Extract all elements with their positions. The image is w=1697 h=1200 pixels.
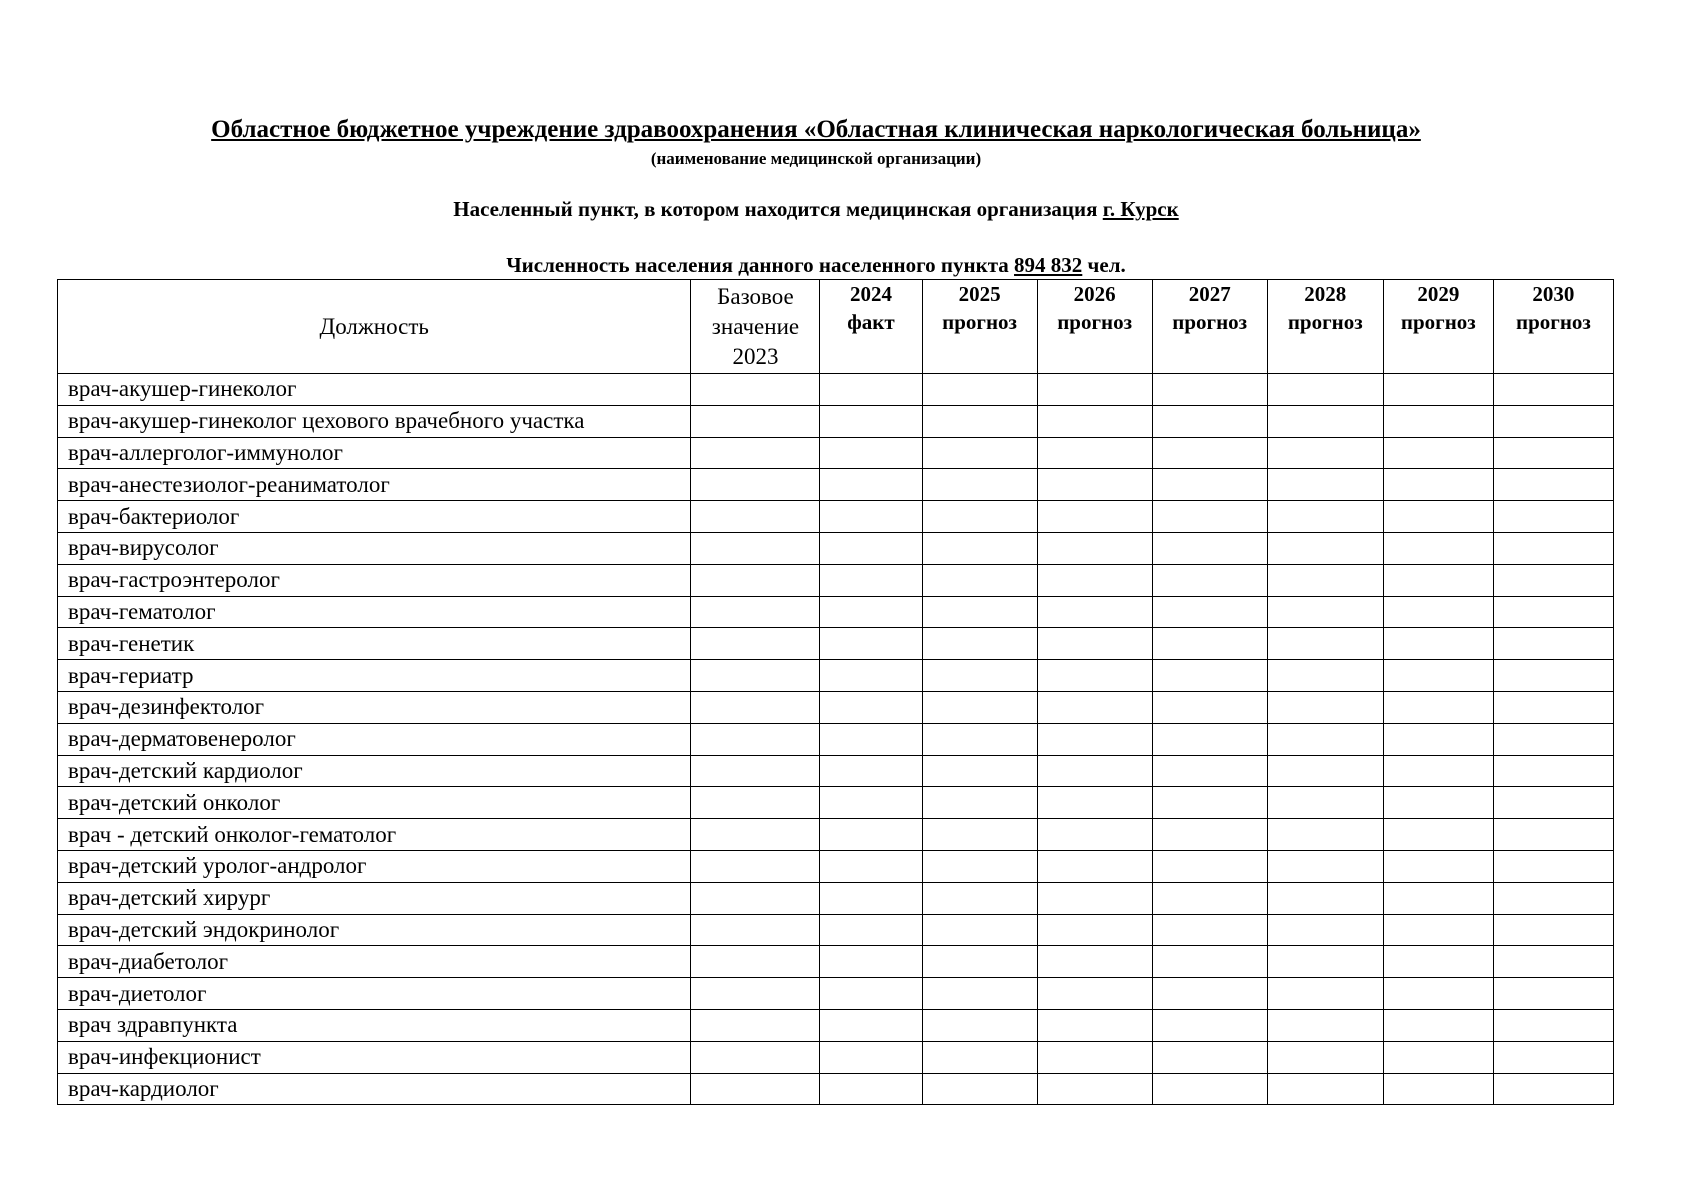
value-cell[interactable] (1152, 691, 1267, 723)
value-cell[interactable] (922, 882, 1037, 914)
value-cell[interactable] (820, 755, 922, 787)
value-cell[interactable] (1152, 1041, 1267, 1073)
value-cell[interactable] (1037, 946, 1152, 978)
value-cell[interactable] (1383, 437, 1493, 469)
value-cell[interactable] (1383, 564, 1493, 596)
value-cell[interactable] (1493, 914, 1613, 946)
value-cell[interactable] (691, 469, 820, 501)
value-cell[interactable] (1037, 532, 1152, 564)
locality-label: Населенный пункт, в котором находится медицинская организация (453, 197, 1098, 221)
value-cell[interactable] (1383, 532, 1493, 564)
position-name-cell: врач-акушер-гинеколог цехового врачебного участка (58, 405, 691, 437)
column-header-line: Базовое (717, 284, 794, 309)
value-cell[interactable] (1383, 850, 1493, 882)
value-cell[interactable] (1493, 882, 1613, 914)
value-cell[interactable] (1037, 660, 1152, 692)
value-cell[interactable] (1383, 1041, 1493, 1073)
value-cell[interactable] (1152, 946, 1267, 978)
locality-line (0, 196, 1632, 222)
value-cell[interactable] (1383, 819, 1493, 851)
table-row (58, 405, 1614, 437)
value-cell[interactable] (1037, 882, 1152, 914)
value-cell[interactable] (1493, 405, 1613, 437)
value-cell[interactable] (1037, 850, 1152, 882)
position-name-cell: врач-диетолог (58, 978, 691, 1010)
value-cell[interactable] (820, 691, 922, 723)
value-cell[interactable] (1493, 691, 1613, 723)
value-cell[interactable] (820, 660, 922, 692)
column-header-line: 2023 (732, 344, 779, 369)
value-cell[interactable] (922, 1009, 1037, 1041)
value-cell[interactable] (1267, 946, 1383, 978)
value-cell[interactable] (1267, 437, 1383, 469)
value-cell[interactable] (1037, 691, 1152, 723)
column-header-year: 2029 (1417, 282, 1460, 306)
value-cell[interactable] (1267, 660, 1383, 692)
value-cell[interactable] (691, 914, 820, 946)
value-cell[interactable] (1493, 628, 1613, 660)
table-row (58, 596, 1614, 628)
value-cell[interactable] (1152, 405, 1267, 437)
value-cell[interactable] (1037, 914, 1152, 946)
value-cell[interactable] (1383, 946, 1493, 978)
value-cell[interactable] (1267, 532, 1383, 564)
value-cell[interactable] (1267, 755, 1383, 787)
value-cell[interactable] (691, 787, 820, 819)
value-cell[interactable] (1037, 723, 1152, 755)
value-cell[interactable] (691, 564, 820, 596)
value-cell[interactable] (1493, 723, 1613, 755)
value-cell[interactable] (1267, 501, 1383, 533)
value-cell[interactable] (1267, 850, 1383, 882)
column-header-2028 (1267, 280, 1383, 374)
value-cell[interactable] (820, 501, 922, 533)
position-name-cell: врач-детский уролог-андролог (58, 850, 691, 882)
column-header-2027 (1152, 280, 1267, 374)
column-header-2025 (922, 280, 1037, 374)
table-row (58, 437, 1614, 469)
value-cell[interactable] (1383, 469, 1493, 501)
value-cell[interactable] (1152, 469, 1267, 501)
value-cell[interactable] (820, 532, 922, 564)
value-cell[interactable] (1152, 501, 1267, 533)
value-cell[interactable] (1383, 501, 1493, 533)
value-cell[interactable] (820, 469, 922, 501)
organization-caption: (наименование медицинской организации) (650, 149, 982, 168)
column-header-position (58, 280, 691, 374)
value-cell[interactable] (1267, 628, 1383, 660)
population-label: Численность населения данного населенного пункта (506, 253, 1009, 277)
value-cell[interactable] (1152, 1073, 1267, 1105)
value-cell[interactable] (1493, 532, 1613, 564)
value-cell[interactable] (922, 755, 1037, 787)
value-cell[interactable] (922, 437, 1037, 469)
value-cell[interactable] (1267, 405, 1383, 437)
column-header-kind: прогноз (1400, 310, 1476, 334)
column-header-kind: факт (847, 310, 895, 334)
value-cell[interactable] (820, 596, 922, 628)
value-cell[interactable] (1493, 978, 1613, 1010)
value-cell[interactable] (1383, 755, 1493, 787)
value-cell[interactable] (691, 1009, 820, 1041)
value-cell[interactable] (1267, 723, 1383, 755)
value-cell[interactable] (1493, 596, 1613, 628)
column-header-2029 (1383, 280, 1493, 374)
table-row (58, 532, 1614, 564)
value-cell[interactable] (1152, 660, 1267, 692)
value-cell[interactable] (1037, 1041, 1152, 1073)
column-header-2030 (1493, 280, 1613, 374)
value-cell[interactable] (1383, 596, 1493, 628)
table-row (58, 882, 1614, 914)
position-name-cell: врач-детский онколог (58, 787, 691, 819)
value-cell[interactable] (922, 628, 1037, 660)
organization-name-text: Областное бюджетное учреждение здравоохранения «Областная клиническая наркологическая больница» (211, 116, 1421, 143)
value-cell[interactable] (922, 850, 1037, 882)
value-cell[interactable] (1493, 469, 1613, 501)
column-header-year: 2024 (850, 282, 893, 306)
value-cell[interactable] (820, 787, 922, 819)
value-cell[interactable] (1267, 978, 1383, 1010)
value-cell[interactable] (1152, 723, 1267, 755)
value-cell[interactable] (1383, 660, 1493, 692)
value-cell[interactable] (1037, 628, 1152, 660)
value-cell[interactable] (1152, 437, 1267, 469)
value-cell[interactable] (1267, 1009, 1383, 1041)
value-cell[interactable] (691, 628, 820, 660)
value-cell[interactable] (1152, 628, 1267, 660)
value-cell[interactable] (922, 1073, 1037, 1105)
value-cell[interactable] (691, 723, 820, 755)
table-row (58, 1009, 1614, 1041)
value-cell[interactable] (820, 850, 922, 882)
value-cell[interactable] (1152, 787, 1267, 819)
position-name-cell: врач-гематолог (58, 596, 691, 628)
value-cell[interactable] (1152, 374, 1267, 406)
value-cell[interactable] (1493, 819, 1613, 851)
column-header-line: значение (711, 314, 800, 339)
value-cell[interactable] (922, 723, 1037, 755)
value-cell[interactable] (1267, 1073, 1383, 1105)
value-cell[interactable] (1493, 850, 1613, 882)
value-cell[interactable] (1152, 914, 1267, 946)
value-cell[interactable] (922, 946, 1037, 978)
value-cell[interactable] (691, 978, 820, 1010)
table-row (58, 850, 1614, 882)
value-cell[interactable] (1267, 882, 1383, 914)
table-row (58, 628, 1614, 660)
column-header-year: 2025 (958, 282, 1001, 306)
position-name-cell: врач-вирусолог (58, 532, 691, 564)
value-cell[interactable] (1383, 723, 1493, 755)
value-cell[interactable] (922, 405, 1037, 437)
value-cell[interactable] (691, 850, 820, 882)
column-header-year: 2028 (1304, 282, 1347, 306)
value-cell[interactable] (820, 882, 922, 914)
value-cell[interactable] (691, 405, 820, 437)
value-cell[interactable] (1383, 1009, 1493, 1041)
column-header-2026 (1037, 280, 1152, 374)
column-header-kind: прогноз (1057, 310, 1133, 334)
value-cell[interactable] (1152, 850, 1267, 882)
value-cell[interactable] (820, 978, 922, 1010)
table-row (58, 819, 1614, 851)
value-cell[interactable] (1493, 1073, 1613, 1105)
value-cell[interactable] (922, 564, 1037, 596)
value-cell[interactable] (691, 755, 820, 787)
value-cell[interactable] (1493, 437, 1613, 469)
value-cell[interactable] (691, 946, 820, 978)
value-cell[interactable] (1383, 882, 1493, 914)
value-cell[interactable] (691, 374, 820, 406)
value-cell[interactable] (1152, 532, 1267, 564)
value-cell[interactable] (922, 787, 1037, 819)
column-header-line: Должность (319, 313, 429, 339)
value-cell[interactable] (1037, 564, 1152, 596)
value-cell[interactable] (922, 501, 1037, 533)
table-row (58, 660, 1614, 692)
value-cell[interactable] (1383, 691, 1493, 723)
value-cell[interactable] (1383, 978, 1493, 1010)
value-cell[interactable] (1267, 1041, 1383, 1073)
table-row (58, 914, 1614, 946)
value-cell[interactable] (922, 978, 1037, 1010)
value-cell[interactable] (820, 1073, 922, 1105)
value-cell[interactable] (1383, 374, 1493, 406)
value-cell[interactable] (1383, 405, 1493, 437)
column-header-year: 2026 (1073, 282, 1116, 306)
position-name-cell: врач здравпункта (58, 1009, 691, 1041)
table-row (58, 1041, 1614, 1073)
value-cell[interactable] (820, 914, 922, 946)
value-cell[interactable] (1493, 501, 1613, 533)
value-cell[interactable] (1493, 755, 1613, 787)
value-cell[interactable] (1152, 596, 1267, 628)
value-cell[interactable] (1493, 787, 1613, 819)
position-name-cell: врач-дезинфектолог (58, 691, 691, 723)
value-cell[interactable] (1267, 596, 1383, 628)
column-header-base (691, 280, 820, 374)
table-row (58, 755, 1614, 787)
value-cell[interactable] (1493, 660, 1613, 692)
value-cell[interactable] (691, 501, 820, 533)
value-cell[interactable] (1383, 914, 1493, 946)
value-cell[interactable] (820, 723, 922, 755)
value-cell[interactable] (1037, 755, 1152, 787)
value-cell[interactable] (1267, 469, 1383, 501)
value-cell[interactable] (691, 819, 820, 851)
table-row (58, 787, 1614, 819)
position-name-cell: врач-анестезиолог-реаниматолог (58, 469, 691, 501)
value-cell[interactable] (1383, 787, 1493, 819)
column-header-kind: прогноз (1516, 310, 1591, 334)
position-name-cell: врач-генетик (58, 628, 691, 660)
value-cell[interactable] (1152, 564, 1267, 596)
value-cell[interactable] (691, 691, 820, 723)
value-cell[interactable] (820, 405, 922, 437)
position-name-cell: врач-аллерголог-иммунолог (58, 437, 691, 469)
value-cell[interactable] (1152, 978, 1267, 1010)
position-name-cell: врач-гастроэнтеролог (58, 564, 691, 596)
value-cell[interactable] (922, 532, 1037, 564)
value-cell[interactable] (922, 819, 1037, 851)
value-cell[interactable] (820, 1041, 922, 1073)
value-cell[interactable] (1037, 787, 1152, 819)
position-name-cell: врач-бактериолог (58, 501, 691, 533)
value-cell[interactable] (691, 660, 820, 692)
value-cell[interactable] (922, 374, 1037, 406)
value-cell[interactable] (1267, 691, 1383, 723)
value-cell[interactable] (1493, 1041, 1613, 1073)
value-cell[interactable] (691, 1073, 820, 1105)
position-name-cell: врач-гериатр (58, 660, 691, 692)
value-cell[interactable] (1037, 1073, 1152, 1105)
value-cell[interactable] (1037, 596, 1152, 628)
value-cell[interactable] (1493, 564, 1613, 596)
value-cell[interactable] (1152, 1009, 1267, 1041)
value-cell[interactable] (1037, 1009, 1152, 1041)
organization-name (0, 115, 1632, 145)
value-cell[interactable] (820, 946, 922, 978)
position-name-cell: врач-кардиолог (58, 1073, 691, 1105)
value-cell[interactable] (1037, 374, 1152, 406)
value-cell[interactable] (1267, 787, 1383, 819)
value-cell[interactable] (922, 1041, 1037, 1073)
table-row (58, 374, 1614, 406)
value-cell[interactable] (820, 564, 922, 596)
value-cell[interactable] (1037, 469, 1152, 501)
value-cell[interactable] (820, 1009, 922, 1041)
value-cell[interactable] (691, 596, 820, 628)
value-cell[interactable] (820, 374, 922, 406)
table-row (58, 469, 1614, 501)
value-cell[interactable] (820, 628, 922, 660)
value-cell[interactable] (691, 437, 820, 469)
value-cell[interactable] (922, 596, 1037, 628)
value-cell[interactable] (1267, 564, 1383, 596)
locality-value: г. Курск (1102, 197, 1179, 221)
value-cell[interactable] (1267, 914, 1383, 946)
value-cell[interactable] (1493, 946, 1613, 978)
value-cell[interactable] (820, 819, 922, 851)
value-cell[interactable] (1037, 501, 1152, 533)
table-header-row (58, 280, 1614, 374)
value-cell[interactable] (1037, 978, 1152, 1010)
population-unit: чел. (1087, 253, 1126, 277)
value-cell[interactable] (1037, 405, 1152, 437)
value-cell[interactable] (1493, 1009, 1613, 1041)
table-row (58, 691, 1614, 723)
value-cell[interactable] (922, 691, 1037, 723)
value-cell[interactable] (1152, 819, 1267, 851)
position-name-cell: врач-детский хирург (58, 882, 691, 914)
column-header-year: 2030 (1532, 282, 1575, 306)
value-cell[interactable] (691, 882, 820, 914)
position-name-cell: врач-акушер-гинеколог (58, 374, 691, 406)
table-row (58, 978, 1614, 1010)
value-cell[interactable] (1267, 819, 1383, 851)
table-row (58, 946, 1614, 978)
table-row (58, 501, 1614, 533)
column-header-kind: прогноз (1287, 310, 1363, 334)
population-line (0, 252, 1632, 278)
table-row (58, 564, 1614, 596)
value-cell[interactable] (1037, 819, 1152, 851)
value-cell[interactable] (922, 660, 1037, 692)
value-cell[interactable] (691, 1041, 820, 1073)
value-cell[interactable] (1152, 755, 1267, 787)
value-cell[interactable] (1383, 628, 1493, 660)
value-cell[interactable] (1152, 882, 1267, 914)
value-cell[interactable] (1383, 1073, 1493, 1105)
value-cell[interactable] (1493, 374, 1613, 406)
value-cell[interactable] (691, 532, 820, 564)
position-name-cell: врач-дерматовенеролог (58, 723, 691, 755)
table-row (58, 723, 1614, 755)
table-row (58, 1073, 1614, 1105)
position-name-cell: врач-диабетолог (58, 946, 691, 978)
value-cell[interactable] (1267, 374, 1383, 406)
column-header-kind: прогноз (942, 310, 1017, 334)
column-header-2024 (820, 280, 922, 374)
position-name-cell: врач-детский кардиолог (58, 755, 691, 787)
column-header-kind: прогноз (1172, 310, 1248, 334)
value-cell[interactable] (1037, 437, 1152, 469)
position-name-cell: врач - детский онколог-гематолог (58, 819, 691, 851)
value-cell[interactable] (820, 437, 922, 469)
population-value: 894 832 (1014, 253, 1083, 277)
value-cell[interactable] (922, 469, 1037, 501)
value-cell[interactable] (922, 914, 1037, 946)
position-name-cell: врач-инфекционист (58, 1041, 691, 1073)
position-name-cell: врач-детский эндокринолог (58, 914, 691, 946)
column-header-year: 2027 (1188, 282, 1231, 306)
staffing-table (57, 279, 1614, 1105)
